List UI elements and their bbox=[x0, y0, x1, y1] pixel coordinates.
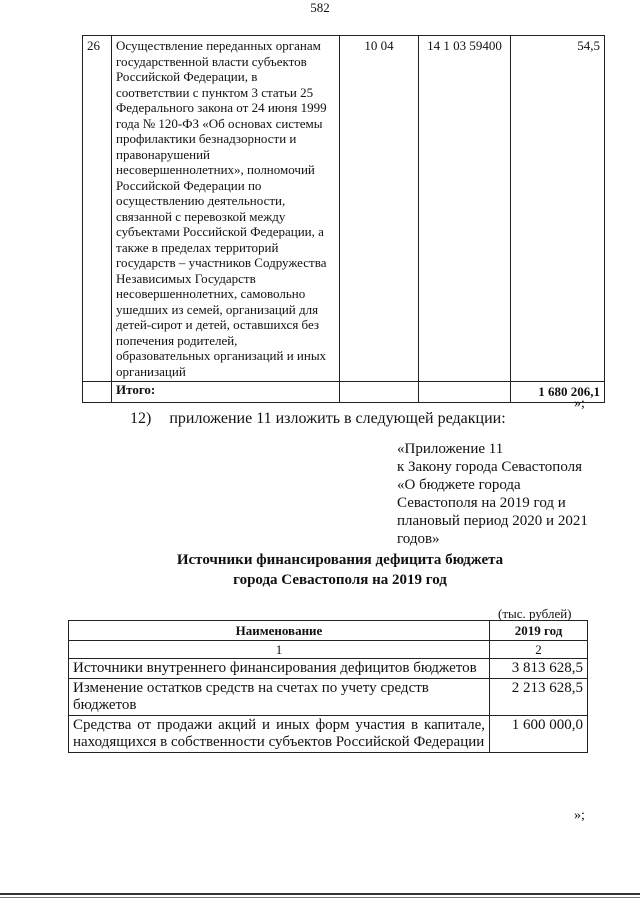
header-row bbox=[69, 621, 588, 641]
description-line: также в пределах территорий bbox=[116, 239, 279, 255]
appendix-header-line: Севастополя на 2019 год и bbox=[397, 495, 566, 511]
total-row bbox=[83, 382, 605, 403]
closing-quote-2: »; bbox=[574, 808, 585, 823]
index-1: 1 bbox=[69, 641, 490, 659]
document-title bbox=[60, 550, 620, 590]
appendix-header-line: «О бюджете города bbox=[397, 477, 521, 493]
total-label: Итого: bbox=[112, 382, 340, 403]
sources-table bbox=[68, 620, 588, 753]
title-line-2: города Севастополя на 2019 год bbox=[233, 572, 447, 588]
index-2: 2 bbox=[490, 641, 588, 659]
description-line: несовершеннолетних», полномочий bbox=[116, 162, 315, 177]
appendix-header bbox=[397, 440, 612, 548]
source-name: Изменение остатков средств на счетах по учету средств бюджетов bbox=[69, 679, 490, 716]
table-row bbox=[69, 716, 588, 753]
closing-quote-1: »; bbox=[574, 396, 585, 411]
description-line: года № 120-ФЗ «Об основах системы bbox=[116, 115, 323, 131]
description-line: связанной с перевозкой между bbox=[116, 208, 286, 224]
description-line: детей-сирот и детей, оставшихся без bbox=[116, 317, 320, 332]
source-value: 3 813 628,5 bbox=[490, 659, 588, 679]
description-line: образовательных организаций и иных bbox=[116, 348, 327, 363]
table-row bbox=[69, 679, 588, 716]
appendix-header-line: «Приложение 11 bbox=[397, 441, 504, 457]
source-name: Средства от продажи акций и иных форм участия в капитале, находящихся в собственности субъектов Российской Федерации bbox=[69, 716, 490, 753]
description-line: соответствии с пунктом 3 статьи 25 bbox=[116, 84, 314, 100]
description-line: государственной власти субъектов bbox=[116, 53, 307, 69]
appendix-header-line: плановый период 2020 и 2021 bbox=[397, 513, 588, 529]
description-line: Федерального закона от 24 июня 1999 bbox=[116, 100, 327, 115]
description-line: несовершеннолетних, самовольно bbox=[116, 286, 306, 301]
header-year: 2019 год bbox=[490, 621, 588, 641]
total-amount: 1 680 206,1 bbox=[511, 382, 605, 403]
description-line: государств – участников Содружества bbox=[116, 255, 327, 270]
title-line-1: Источники финансирования дефицита бюджета bbox=[176, 552, 504, 568]
row-amount: 54,5 bbox=[511, 36, 605, 382]
row-number: 26 bbox=[83, 36, 112, 382]
description-line: субъектами Российской Федерации, а bbox=[116, 224, 324, 239]
description-line: организаций bbox=[116, 363, 186, 379]
header-name: Наименование bbox=[69, 621, 490, 641]
description-line: Российской Федерации, в bbox=[116, 69, 258, 84]
source-value: 2 213 628,5 bbox=[490, 679, 588, 716]
description-line: правонарушений bbox=[116, 146, 210, 162]
scan-border-line bbox=[0, 893, 640, 895]
description-line: Осуществление переданных органам bbox=[116, 38, 321, 53]
scan-border-line bbox=[0, 897, 640, 898]
target-code: 14 1 03 59400 bbox=[419, 36, 511, 382]
source-name: Источники внутреннего финансирования дефицитов бюджетов bbox=[69, 659, 490, 679]
amendment-text: приложение 11 изложить в следующей редакции: bbox=[169, 410, 506, 427]
description-line: Независимых Государств bbox=[116, 270, 256, 286]
description-line: ушедших из семей, организаций для bbox=[116, 301, 319, 317]
source-value: 1 600 000,0 bbox=[490, 716, 588, 753]
row-description bbox=[112, 36, 340, 382]
section-code: 10 04 bbox=[340, 36, 419, 382]
amendment-line bbox=[130, 410, 506, 428]
description-line: профилактики безнадзорности и bbox=[116, 131, 297, 146]
expenditure-table bbox=[82, 35, 605, 403]
appendix-header-line: к Закону города Севастополя bbox=[397, 459, 583, 475]
description-line: Российской Федерации по bbox=[116, 177, 262, 193]
index-row bbox=[69, 641, 588, 659]
description-line: попечения родителей, bbox=[116, 332, 238, 348]
table-row bbox=[69, 659, 588, 679]
unit-label: (тыс. рублей) bbox=[498, 606, 572, 621]
amendment-number: 12) bbox=[130, 410, 152, 427]
appendix-header-line: годов» bbox=[397, 531, 440, 547]
page-number: 582 bbox=[310, 0, 330, 15]
description-line: осуществлению деятельности, bbox=[116, 193, 286, 208]
table-row bbox=[83, 36, 605, 382]
